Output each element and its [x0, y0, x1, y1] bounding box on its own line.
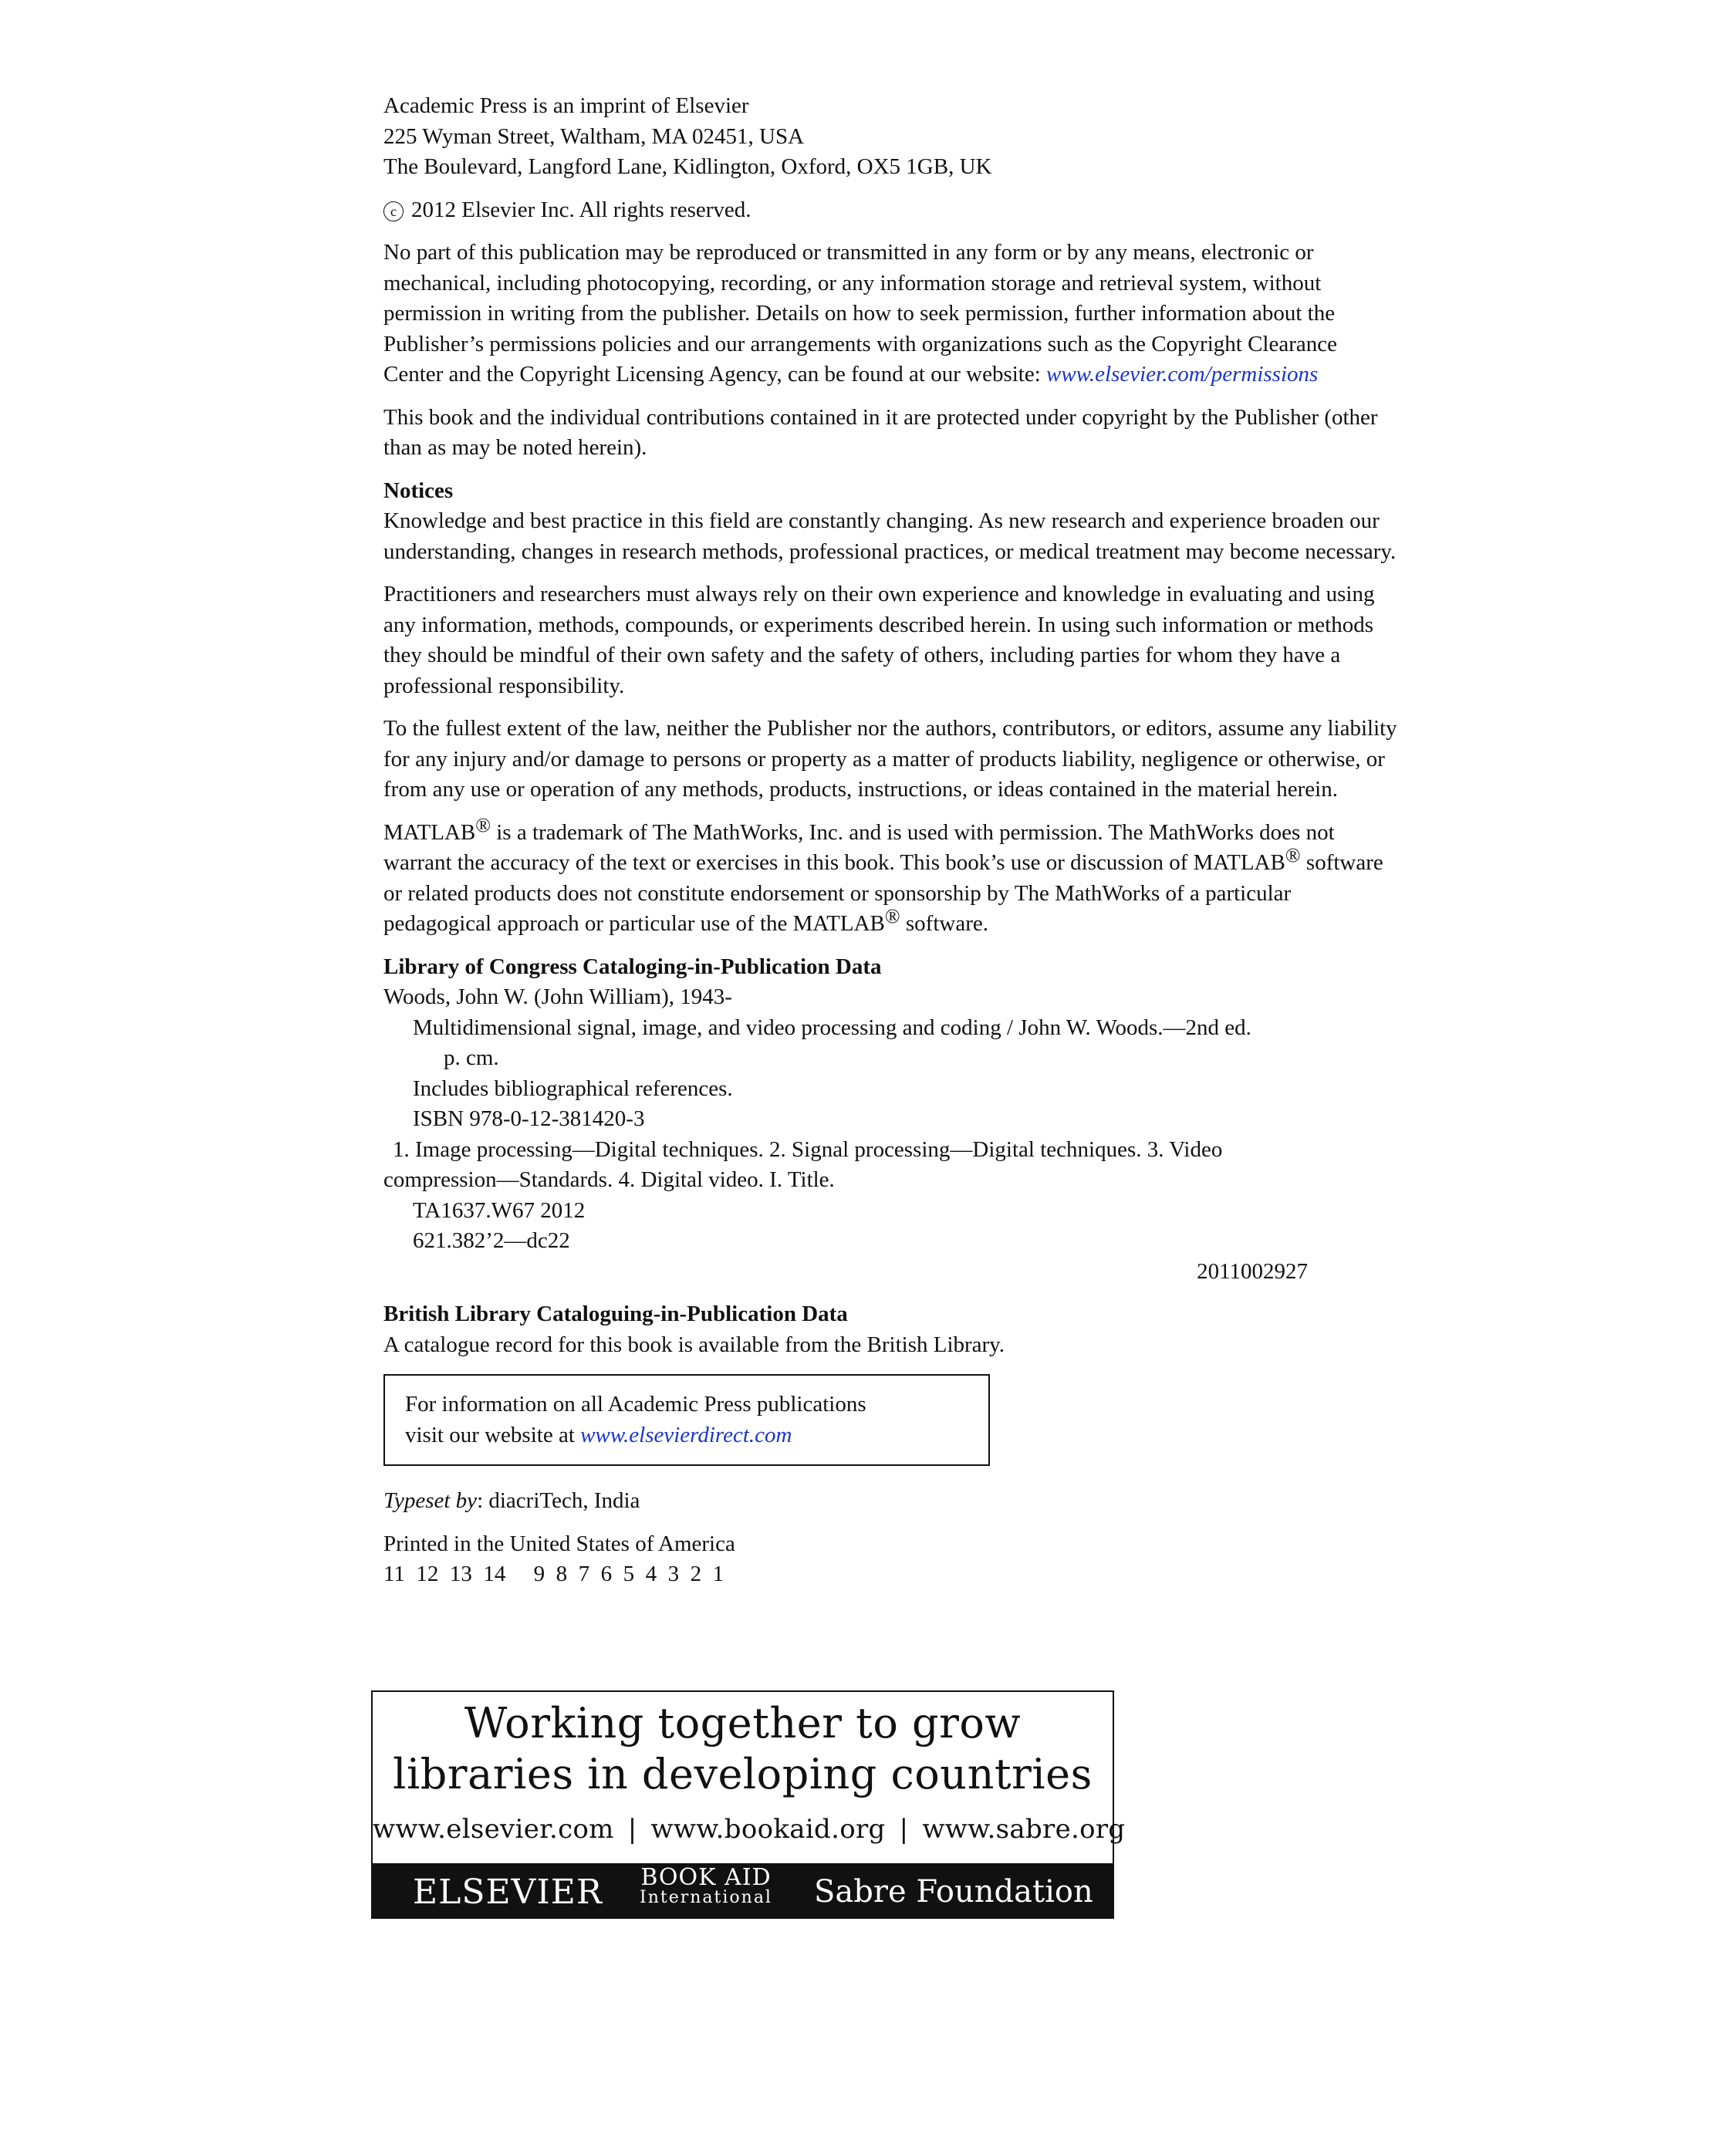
loc-subjects: compression—Standards. 4. Digital video. I. Title.: [383, 1167, 835, 1192]
loc-call-number: TA1637.W67 2012: [413, 1197, 586, 1223]
notices-line: Practitioners and researchers must always rely on their own experience and knowledge in evaluating and using: [383, 582, 1375, 606]
loc-author: Woods, John W. (John William), 1943-: [383, 984, 732, 1009]
imprint-line: Academic Press is an imprint of Elsevier: [383, 93, 749, 118]
url-separator: |: [899, 1814, 909, 1845]
copyright-page: [383, 91, 1479, 1602]
info-line: visit our website at: [405, 1422, 581, 1447]
matlab-text: software: [1300, 850, 1383, 875]
protection-paragraph: [383, 403, 1479, 464]
publications-info-box: [383, 1374, 990, 1466]
book-aid-banner: [371, 1690, 1126, 1919]
typeset-value: : diacriTech, India: [477, 1488, 640, 1513]
loc-cip-block: [383, 952, 1479, 1288]
copyright-line: [383, 195, 1479, 226]
imprint-address-uk: The Boulevard, Langford Lane, Kidlington, Oxford, OX5 1GB, UK: [383, 154, 992, 179]
url-separator: |: [627, 1814, 637, 1845]
book-aid-logo: [640, 1864, 772, 1908]
book-aid-logo-text: BOOK AID: [640, 1864, 772, 1891]
british-cip-block: [383, 1299, 1479, 1360]
matlab-text: warrant the accuracy of the text or exercises in this book. This book’s use or discussion of MATLAB: [383, 850, 1285, 875]
print-number-line: 11 12 13 14 9 8 7 6 5 4 3 2 1: [383, 1562, 724, 1586]
permissions-paragraph: [383, 238, 1479, 390]
copyright-symbol: c: [383, 201, 404, 221]
permissions-line: No part of this publication may be reproduced or transmitted in any form or by any means, electronic or: [383, 240, 1314, 265]
sabre-foundation-logo: Sabre Foundation: [814, 1874, 1093, 1910]
imprint-block: [383, 91, 1479, 183]
loc-heading: Library of Congress Cataloging-in-Publication Data: [383, 954, 882, 979]
matlab-text: is a trademark of The MathWorks, Inc. and is used with permission. The MathWorks does not: [491, 819, 1335, 845]
elsevierdirect-link[interactable]: www.elsevierdirect.com: [580, 1422, 792, 1447]
banner-logo-bar: [373, 1863, 1113, 1919]
matlab-text: or related products does not constitute endorsement or sponsorship by The MathWorks of a particular: [383, 880, 1292, 906]
permissions-link[interactable]: www.elsevier.com/permissions: [1046, 362, 1319, 387]
banner-urls: [373, 1814, 1126, 1845]
liability-paragraph: [383, 714, 1479, 805]
british-heading: British Library Cataloguing-in-Publication Data: [383, 1302, 848, 1326]
permissions-line: Center and the Copyright Licensing Agency, can be found at our website:: [383, 362, 1047, 387]
bookaid-url[interactable]: www.bookaid.org: [650, 1814, 886, 1845]
typeset-line: [383, 1486, 1479, 1517]
registered-mark: ®: [884, 905, 900, 927]
notices-line: any information, methods, compounds, or experiments described herein. In using such information or methods: [383, 612, 1373, 637]
notices-line: understanding, changes in research methods, professional practices, or medical treatment may become necessary.: [383, 539, 1397, 564]
book-aid-logo-subtext: International: [640, 1888, 772, 1907]
banner-heading: [373, 1692, 1113, 1800]
notices-line: Knowledge and best practice in this field are constantly changing. As new research and experience broaden our: [383, 508, 1380, 533]
registered-mark: ®: [1285, 844, 1301, 866]
copyright-text: 2012 Elsevier Inc. All rights reserved.: [411, 197, 751, 222]
liability-line: for any injury and/or damage to persons or property as a matter of products liability, negligence or otherwise, or: [383, 746, 1385, 772]
permissions-line: permission in writing from the publisher. Details on how to seek permission, further information about the: [383, 301, 1336, 326]
permissions-line: Publisher’s permissions policies and our arrangements with organizations such as the Copyright Clearance: [383, 331, 1337, 356]
notices-line: they should be mindful of their own safety and the safety of others, including parties for whom they have a: [383, 643, 1341, 667]
permissions-line: mechanical, including photocopying, recording, or any information storage and retrieval system, without: [383, 270, 1322, 295]
loc-biblio: Includes bibliographical references.: [413, 1076, 733, 1101]
printing-block: [383, 1529, 1479, 1590]
liability-line: from any use or operation of any methods, products, instructions, or ideas contained in the material herein.: [383, 777, 1338, 802]
banner-top: [373, 1692, 1126, 1863]
loc-dewey: 621.382’2—dc22: [413, 1228, 570, 1253]
banner-heading-line: libraries in developing countries: [393, 1750, 1093, 1798]
british-text: A catalogue record for this book is available from the British Library.: [383, 1332, 1005, 1357]
banner-heading-line: Working together to grow: [464, 1699, 1022, 1748]
protection-line: than as may be noted herein).: [383, 435, 647, 460]
printed-country: Printed in the United States of America: [383, 1531, 735, 1556]
loc-title: Multidimensional signal, image, and video processing and coding / John W. Woods.—2nd ed.: [413, 1015, 1251, 1040]
loc-pcm: p. cm.: [444, 1045, 499, 1070]
loc-isbn: ISBN 978-0-12-381420-3: [413, 1106, 645, 1131]
matlab-text: MATLAB: [383, 819, 476, 845]
registered-mark: ®: [475, 813, 491, 836]
sabre-url[interactable]: www.sabre.org: [922, 1814, 1126, 1845]
matlab-paragraph: [383, 813, 1479, 940]
loc-lccn: 2011002927: [1197, 1258, 1308, 1284]
imprint-address-us: 225 Wyman Street, Waltham, MA 02451, USA: [383, 123, 805, 149]
elsevier-logo: ELSEVIER: [413, 1873, 603, 1912]
notices-section: [383, 476, 1479, 568]
notices-heading: Notices: [383, 478, 454, 503]
notices-line: professional responsibility.: [383, 673, 625, 698]
practitioners-paragraph: [383, 579, 1479, 701]
typeset-label: Typeset by: [383, 1488, 478, 1513]
info-line: For information on all Academic Press publications: [405, 1392, 866, 1417]
elsevier-url[interactable]: www.elsevier.com: [373, 1814, 614, 1845]
protection-line: This book and the individual contributions contained in it are protected under copyright by the Publisher (other: [383, 404, 1378, 430]
liability-line: To the fullest extent of the law, neither the Publisher nor the authors, contributors, or editors, assume any liability: [383, 716, 1397, 741]
matlab-text: pedagogical approach or particular use of the MATLAB: [383, 911, 885, 936]
matlab-text: software.: [900, 911, 988, 936]
loc-subjects: 1. Image processing—Digital techniques. 2. Signal processing—Digital techniques. 3. Video: [393, 1136, 1223, 1162]
